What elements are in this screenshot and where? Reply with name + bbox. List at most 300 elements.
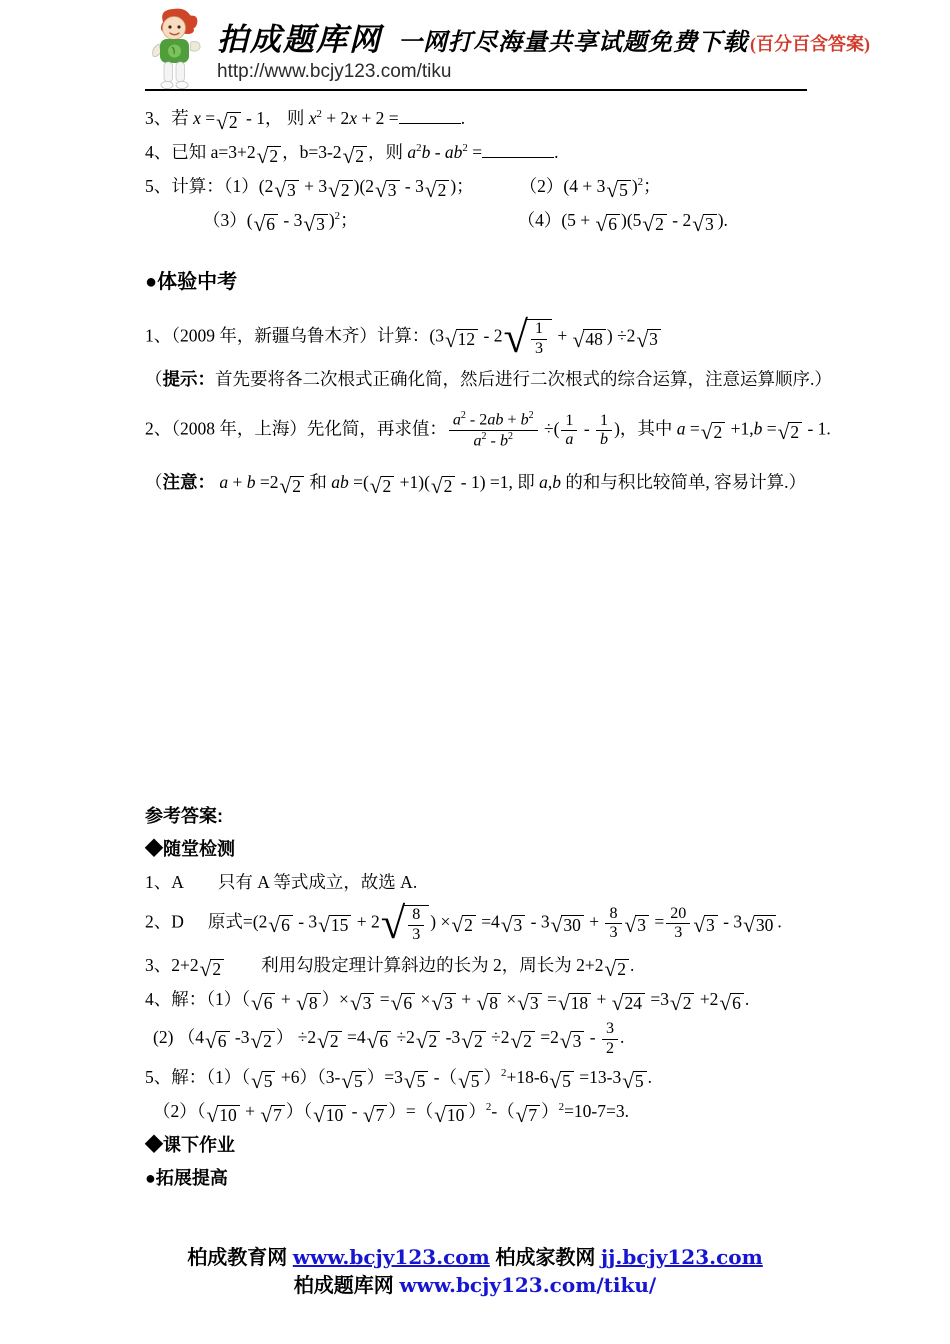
text-run: 5	[562, 1070, 571, 1091]
text-run: 的和与积比较简单, 容易计算.）	[561, 472, 807, 493]
radicand	[560, 1071, 574, 1093]
text-run: 利用勾股定理计算斜边的长为 2，周长为 2+2	[261, 955, 604, 976]
text-run: =	[467, 142, 483, 163]
superscript: 2	[501, 1067, 507, 1080]
text-run: 2	[605, 1039, 615, 1057]
text-run: 15	[330, 915, 349, 936]
superscript: 2	[507, 431, 513, 443]
text-run: （2）(4 + 3	[519, 176, 606, 197]
text-run: 3	[609, 924, 618, 942]
radical-sign-icon: √	[595, 212, 608, 237]
superscript: 2	[637, 176, 644, 189]
answer-5-line-2	[145, 1095, 810, 1129]
text-run: 2	[228, 111, 238, 132]
text-run: + 2	[352, 911, 380, 932]
sqrt-expression	[719, 988, 743, 1014]
sqrt-expression	[642, 209, 666, 235]
radicand	[442, 993, 456, 1015]
exam-problem-2	[145, 407, 831, 454]
text-run: 30	[563, 915, 581, 936]
radicand	[328, 1031, 342, 1053]
text-run: 2、（2008 年，上海）先化简，再求值：	[145, 418, 447, 439]
kexia-zuoye-heading	[145, 1129, 810, 1162]
text-run: ◆随堂检测	[145, 839, 235, 860]
text-run: +	[584, 911, 604, 932]
header-divider	[145, 89, 807, 91]
text-run: +	[503, 411, 521, 429]
text-run: -（	[491, 1101, 515, 1122]
text-run: 2	[382, 475, 392, 496]
radicand	[404, 905, 429, 946]
text-run: 原式=(2	[207, 911, 268, 932]
worksheet-body	[0, 92, 950, 1195]
suitang-jiance-heading	[145, 833, 810, 866]
footer-link[interactable]: www.bcjy123.com	[292, 1245, 490, 1269]
text-run: =	[200, 108, 216, 128]
radical-sign-icon: √	[503, 312, 528, 363]
text-run: )(2	[353, 176, 375, 197]
text-run: 10	[446, 1104, 465, 1125]
sqrt-expression	[380, 898, 430, 949]
site-name: 拍成题库网	[217, 22, 382, 58]
problem-4	[145, 136, 810, 170]
radicand	[427, 1031, 441, 1053]
math-variable: a	[676, 418, 686, 439]
radical-sign-icon: √	[251, 990, 263, 1015]
math-variable: b	[421, 142, 431, 163]
sqrt-expression	[367, 1026, 391, 1052]
site-tagline-note: (百分百含答案)	[750, 34, 870, 54]
radical-sign-icon: √	[216, 109, 228, 134]
fraction-denominator	[605, 923, 621, 943]
bold-text-run: 提示：	[162, 369, 215, 390]
math-variable: a,b	[539, 472, 562, 493]
page-footer	[0, 1244, 950, 1300]
text-run: 5、计算：（1）(2	[145, 176, 274, 197]
radical-sign-icon: √	[317, 1029, 329, 1054]
text-run: =10-7=3.	[564, 1101, 630, 1122]
text-run: =	[375, 989, 390, 1010]
fraction	[408, 906, 424, 944]
problem-5-line-1	[145, 170, 810, 204]
math-variable: b	[246, 472, 256, 493]
radicand	[754, 915, 777, 937]
radical-sign-icon: √	[328, 177, 340, 202]
sqrt-expression	[692, 209, 716, 235]
radical-sign-icon: √	[205, 1029, 217, 1054]
radicand	[487, 993, 501, 1015]
text-run: ）	[541, 1101, 559, 1122]
radicand	[353, 146, 367, 168]
sqrt-expression	[341, 1066, 365, 1092]
answer-1	[145, 866, 810, 898]
fraction	[561, 412, 577, 450]
sqrt-expression	[701, 418, 725, 444]
text-run: -	[347, 1101, 362, 1122]
text-run: -	[430, 142, 445, 163]
sqrt-expression	[625, 911, 649, 937]
radicand	[329, 915, 352, 937]
text-run: +	[240, 1101, 260, 1122]
text-run: 3、若	[145, 108, 194, 128]
math-variable: a	[219, 472, 229, 493]
radical-sign-icon: √	[303, 212, 316, 237]
radical-sign-icon: √	[342, 143, 355, 168]
text-run: 2	[340, 179, 350, 200]
fraction-numerator	[561, 412, 577, 431]
radicand	[635, 915, 649, 937]
text-run: ●拓展提高	[145, 1168, 228, 1189]
radicand	[339, 180, 353, 202]
text-run: =	[542, 989, 557, 1010]
footer-line1	[0, 1244, 950, 1272]
text-run: - 2	[479, 325, 503, 346]
text-run: 3	[287, 179, 296, 200]
sqrt-expression	[274, 175, 298, 201]
text-run: +	[228, 472, 247, 493]
text-run: 6	[608, 213, 618, 234]
radical-sign-icon: √	[380, 898, 406, 949]
radical-sign-icon: √	[461, 1029, 473, 1054]
radicand	[262, 993, 276, 1015]
brand-title-row	[217, 14, 870, 59]
answer-2	[145, 898, 810, 949]
radicand	[521, 1031, 535, 1053]
sqrt-expression	[250, 1026, 274, 1052]
sqrt-expression	[431, 988, 455, 1014]
sqrt-expression	[313, 1100, 346, 1126]
text-run: 5	[263, 1070, 273, 1091]
text-run: 10	[325, 1104, 344, 1125]
text-run: 8	[412, 906, 421, 924]
text-run: =4	[342, 1027, 366, 1048]
text-run: 7	[375, 1104, 385, 1125]
sqrt-expression	[425, 175, 449, 201]
text-run: .	[777, 911, 782, 932]
text-run: =4	[476, 911, 500, 932]
fraction-numerator	[408, 906, 424, 925]
text-run: ×	[501, 989, 517, 1010]
text-run: +6）（3-	[276, 1067, 341, 1088]
radicand	[462, 915, 476, 937]
answer-5-line-1	[145, 1061, 810, 1095]
text-run: 2	[617, 958, 626, 979]
fraction-denominator	[408, 925, 424, 945]
problem-3	[145, 102, 810, 136]
text-run: 5	[470, 1070, 480, 1091]
bold-text-run: 柏成题库网	[293, 1275, 400, 1297]
radicand	[271, 1105, 285, 1127]
fraction-denominator	[561, 430, 577, 450]
fraction-denominator	[449, 430, 538, 451]
sqrt-expression	[670, 988, 694, 1014]
sqrt-expression	[251, 1066, 275, 1092]
sqrt-expression	[476, 988, 500, 1014]
text-run: =3	[645, 989, 669, 1010]
radical-sign-icon: √	[693, 913, 706, 938]
text-run: .	[647, 1067, 653, 1088]
sqrt-expression	[251, 988, 275, 1014]
sqrt-expression	[551, 911, 584, 937]
blank-space	[145, 500, 810, 800]
superscript: 2	[528, 410, 534, 422]
text-run: 2	[790, 422, 800, 443]
text-run: 6	[379, 1030, 389, 1051]
superscript: 2	[416, 142, 422, 155]
sqrt-expression	[318, 911, 351, 937]
sqrt-expression	[431, 471, 455, 497]
sqrt-expression	[451, 911, 475, 937]
sqrt-expression	[254, 209, 278, 235]
superscript: 2	[316, 108, 322, 121]
text-run: ） ÷2	[275, 1027, 317, 1048]
text-run: ；	[340, 210, 358, 231]
radicand	[210, 959, 224, 981]
sqrt-expression	[343, 141, 367, 167]
text-run: 6	[732, 992, 741, 1013]
radical-sign-icon: √	[199, 956, 212, 981]
superscript: 2	[462, 142, 468, 155]
text-run: 3	[649, 329, 658, 350]
text-run: 8	[609, 904, 618, 922]
radicand	[653, 214, 667, 236]
radical-sign-icon: √	[390, 990, 403, 1015]
text-run: -（	[429, 1067, 458, 1088]
radical-sign-icon: √	[415, 1029, 428, 1054]
text-run: - 3	[279, 210, 303, 231]
text-run: 6	[403, 992, 413, 1013]
sqrt-expression	[636, 325, 660, 351]
answer-4-line-1	[145, 983, 810, 1017]
fraction	[666, 905, 690, 943]
text-run: )(5	[621, 210, 642, 231]
math-variable: ab	[487, 411, 504, 429]
radicand	[436, 180, 450, 202]
text-run: 6	[266, 213, 276, 234]
text-run: 3	[637, 915, 646, 936]
sqrt-expression	[501, 911, 525, 937]
radical-sign-icon: √	[611, 990, 624, 1015]
math-variable: a	[565, 431, 574, 449]
superscript: 2	[460, 410, 466, 422]
radicand	[381, 476, 395, 498]
text-run: =	[685, 418, 700, 439]
radicand	[279, 915, 293, 937]
text-run: 2	[428, 1030, 438, 1051]
fraction-numerator	[605, 905, 621, 924]
text-run: + 2 =	[357, 108, 399, 128]
fraction-denominator	[596, 430, 612, 450]
site-header	[0, 0, 950, 92]
radicand	[227, 112, 241, 134]
radical-sign-icon: √	[476, 990, 489, 1015]
radical-sign-icon: √	[636, 327, 649, 352]
text-run: 10	[219, 1104, 237, 1125]
text-run: - 2	[667, 210, 692, 231]
text-run: ◆课下作业	[145, 1135, 235, 1156]
math-variable: a	[452, 411, 461, 429]
radical-sign-icon: √	[434, 1103, 446, 1128]
radical-sign-icon: √	[719, 990, 732, 1015]
radicand	[788, 422, 802, 444]
answer-3	[145, 949, 810, 983]
radical-sign-icon: √	[559, 1029, 572, 1054]
text-run: ）×	[321, 989, 349, 1010]
sqrt-expression	[370, 471, 394, 497]
bold-text-run: 柏成教育网	[187, 1247, 293, 1269]
text-run: ).	[717, 210, 728, 231]
text-run: 5	[634, 1070, 644, 1091]
text-run: 5	[354, 1070, 363, 1091]
text-run: +	[553, 325, 572, 346]
text-run: .	[554, 142, 559, 163]
radicand	[712, 422, 726, 444]
text-run: 6	[263, 992, 273, 1013]
radicand	[290, 476, 304, 498]
superscript: 2	[334, 210, 341, 223]
radicand	[361, 993, 375, 1015]
radical-sign-icon: √	[251, 1069, 263, 1093]
radicand	[606, 214, 620, 236]
text-run: （	[145, 472, 163, 493]
text-run: 3	[513, 915, 523, 936]
section-heading-tiyan-zhongkao	[145, 264, 810, 300]
text-run: - 1， 则	[241, 108, 309, 128]
sqrt-expression	[205, 1026, 229, 1052]
radical-sign-icon: √	[606, 177, 619, 202]
text-run: 和	[304, 472, 332, 493]
radical-sign-icon: √	[366, 1029, 379, 1054]
text-run: 8	[489, 992, 498, 1013]
text-run: - 1) =1, 即	[456, 472, 540, 493]
text-run: ) ×	[430, 911, 451, 932]
text-run: 3	[706, 915, 715, 936]
sqrt-expression	[434, 1100, 467, 1126]
radicand	[617, 180, 631, 202]
text-run: - 2	[465, 411, 488, 429]
footer-link[interactable]: jj.bcjy123.com	[600, 1245, 763, 1269]
text-run: 2	[329, 1030, 339, 1051]
radical-sign-icon: √	[557, 990, 570, 1015]
text-run: ●体验中考	[145, 271, 238, 294]
sqrt-expression	[363, 1100, 387, 1126]
sqrt-expression	[560, 1026, 584, 1052]
text-run: 2	[655, 213, 664, 234]
fraction-denominator	[602, 1039, 618, 1059]
mascot-logo-icon	[145, 6, 205, 90]
math-variable: b	[520, 411, 529, 429]
footer-link[interactable]: www.bcjy123.com/tiku/	[399, 1273, 657, 1297]
text-run: .	[629, 955, 635, 976]
text-run: （	[145, 369, 163, 390]
text-run: 2	[443, 475, 453, 496]
sqrt-expression	[317, 1026, 341, 1052]
text-run: 3	[412, 925, 421, 943]
text-run: -3	[230, 1027, 250, 1048]
text-run: 只有 A 等式成立，故选 A.	[217, 872, 418, 893]
math-variable: a	[407, 142, 417, 163]
sqrt-expression	[604, 954, 628, 980]
text-run: =2	[255, 472, 279, 493]
text-run: - 3	[526, 911, 550, 932]
text-run: 20	[670, 904, 687, 922]
text-run: +	[592, 989, 611, 1010]
text-run: 1	[534, 320, 544, 338]
text-run: +18-6	[506, 1067, 549, 1088]
text-run: =	[762, 418, 777, 439]
radicand	[703, 214, 717, 236]
sqrt-expression	[207, 1100, 240, 1126]
radicand	[386, 180, 400, 202]
math-variable: x	[193, 108, 201, 128]
radical-sign-icon: √	[318, 913, 330, 938]
sqrt-expression	[778, 418, 802, 444]
radicand	[528, 993, 542, 1015]
text-run: （3）(	[203, 210, 253, 231]
text-run: 4、解：（1）（	[145, 989, 250, 1010]
radical-sign-icon: √	[313, 1103, 325, 1128]
sqrt-expression	[612, 988, 645, 1014]
text-run: 2	[355, 145, 365, 166]
radicand	[267, 146, 281, 168]
fraction-numerator	[531, 320, 547, 339]
radicand	[571, 1031, 585, 1053]
radical-sign-icon: √	[424, 177, 437, 202]
radical-sign-icon: √	[274, 177, 287, 202]
text-run: ）=（	[388, 1101, 434, 1122]
radical-sign-icon: √	[604, 956, 617, 981]
text-run: ）=3	[366, 1067, 403, 1088]
radicand	[569, 993, 592, 1015]
text-run: 5	[416, 1070, 426, 1091]
text-run: .	[744, 989, 750, 1010]
text-run: ）	[468, 1101, 486, 1122]
hint-line	[145, 363, 832, 395]
answers-heading	[145, 800, 810, 833]
sqrt-expression	[510, 1026, 534, 1052]
text-run: 6	[217, 1030, 227, 1051]
sqrt-expression	[516, 1100, 540, 1126]
fraction	[596, 412, 612, 450]
math-variable: ab	[444, 142, 463, 163]
radical-sign-icon: √	[642, 212, 655, 237]
text-run: 3	[674, 924, 683, 942]
radicand	[615, 959, 629, 981]
radicand	[647, 329, 661, 351]
text-run: 48	[585, 329, 603, 350]
sqrt-expression	[596, 209, 620, 235]
exam-problem-1	[145, 312, 810, 363]
text-run: ) ÷2	[606, 325, 636, 346]
text-run: +2	[695, 989, 719, 1010]
fraction	[605, 905, 621, 943]
radicand	[527, 319, 552, 360]
sqrt-expression	[458, 1066, 482, 1092]
sqrt-expression	[622, 1066, 646, 1092]
radicand	[730, 993, 744, 1015]
radicand	[561, 915, 584, 937]
text-run: 3	[444, 992, 453, 1013]
text-run: )	[631, 176, 638, 197]
text-run: 3	[534, 339, 544, 357]
tuozhan-tigao-heading	[145, 1162, 810, 1195]
text-run: 3	[704, 213, 714, 234]
text-run: 3	[529, 992, 539, 1013]
radical-sign-icon: √	[341, 1069, 354, 1093]
radical-sign-icon: √	[403, 1069, 416, 1093]
sqrt-expression	[200, 954, 224, 980]
text-run: + 3	[299, 176, 328, 197]
